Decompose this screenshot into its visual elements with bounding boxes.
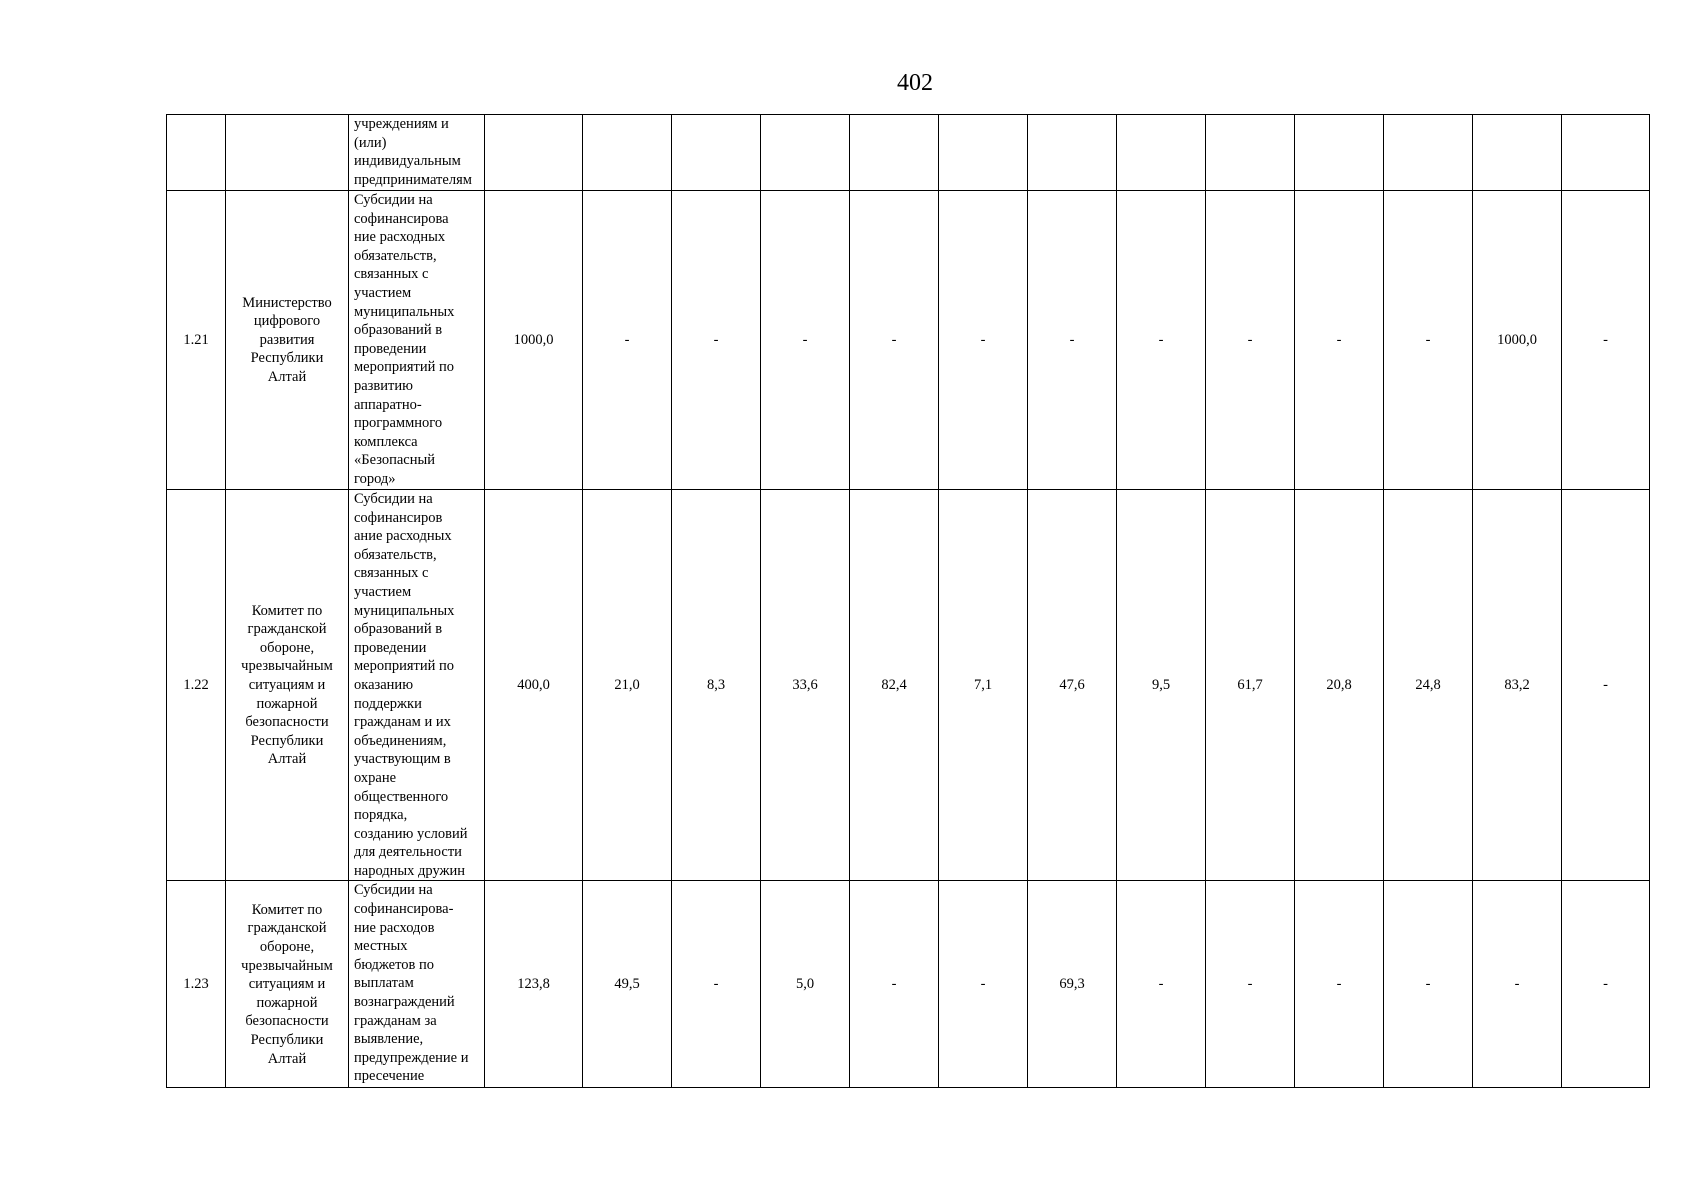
description-cell — [349, 191, 485, 490]
description-line: образований в — [354, 322, 443, 339]
organization-line: Республики — [250, 732, 324, 749]
description-line: для деятельности — [354, 844, 462, 861]
description-line: связанных с — [354, 565, 429, 582]
page-number: 402 — [897, 70, 933, 96]
organization-line: пожарной — [256, 695, 318, 712]
description-line: участвующим в — [354, 751, 451, 768]
description-line: Субсидии на — [354, 192, 433, 208]
row-number-cell: 1.22 — [167, 490, 226, 881]
description-line: развитию — [354, 377, 413, 394]
organization-line: гражданской — [247, 621, 327, 638]
value-cell: - — [939, 191, 1028, 490]
value-cell: - — [939, 881, 1028, 1088]
table-row — [167, 490, 1650, 881]
value-cell: - — [1295, 191, 1384, 490]
description-cell — [349, 490, 485, 881]
value-cell: - — [1117, 191, 1206, 490]
value-cell: 82,4 — [850, 490, 939, 881]
description-line: мероприятий по — [354, 359, 455, 376]
value-cell: - — [672, 881, 761, 1088]
description-line: связанных с — [354, 266, 429, 283]
value-cell: 33,6 — [761, 490, 850, 881]
row-number-cell: 1.23 — [167, 881, 226, 1088]
description-line: муниципальных — [354, 303, 455, 320]
value-cell: - — [850, 191, 939, 490]
value-cell: - — [672, 191, 761, 490]
description-line: город» — [354, 470, 396, 487]
value-cell — [1028, 115, 1117, 191]
value-cell: - — [1562, 490, 1650, 881]
table-row — [167, 881, 1650, 1088]
budget-table — [166, 114, 1650, 1088]
organization-cell — [226, 191, 349, 490]
description-line: участием — [354, 284, 412, 301]
value-cell: 7,1 — [939, 490, 1028, 881]
value-cell: 83,2 — [1473, 490, 1562, 881]
value-cell — [1295, 115, 1384, 191]
description-line: объединениям, — [354, 732, 447, 749]
value-cell: - — [850, 881, 939, 1088]
description-line: софинансирова- — [354, 901, 454, 918]
organization-line: обороне, — [259, 639, 315, 656]
description-line: проведении — [354, 639, 427, 656]
value-cell — [485, 115, 583, 191]
organization-line: чрезвычайным — [241, 957, 333, 974]
description-line: образований в — [354, 621, 443, 638]
value-cell: - — [761, 191, 850, 490]
description-line: поддержки — [354, 695, 422, 712]
value-cell: 8,3 — [672, 490, 761, 881]
description-line: предупреждение и — [354, 1049, 469, 1066]
description-line: оказанию — [354, 676, 414, 693]
description-line: народных дружин — [354, 862, 466, 879]
value-cell — [1117, 115, 1206, 191]
value-cell: - — [1206, 191, 1295, 490]
organization-line: безопасности — [245, 1013, 329, 1030]
value-cell — [672, 115, 761, 191]
value-cell: - — [1028, 191, 1117, 490]
description-line: гражданам и их — [354, 714, 451, 731]
value-cell: 9,5 — [1117, 490, 1206, 881]
description-line: вознаграждений — [354, 994, 455, 1011]
value-cell — [1384, 115, 1473, 191]
description-cell — [349, 115, 485, 191]
value-cell — [1206, 115, 1295, 191]
description-cell — [349, 881, 485, 1088]
description-line: Субсидии на — [354, 491, 433, 507]
description-line: софинансиров — [354, 509, 443, 526]
value-cell: 400,0 — [485, 490, 583, 881]
organization-line: Министерство — [242, 294, 332, 311]
organization-line: Комитет по — [251, 602, 323, 619]
value-cell: 49,5 — [583, 881, 672, 1088]
description-line: индивидуальным — [354, 153, 461, 170]
row-number-cell — [167, 115, 226, 191]
value-cell: - — [583, 191, 672, 490]
value-cell: 1000,0 — [485, 191, 583, 490]
value-cell: - — [1206, 881, 1295, 1088]
description-line: проведении — [354, 340, 427, 357]
value-cell: - — [1295, 881, 1384, 1088]
organization-line: чрезвычайным — [241, 658, 333, 675]
description-line: гражданам за — [354, 1012, 437, 1029]
organization-line: Алтай — [267, 368, 307, 385]
value-cell: - — [1562, 191, 1650, 490]
description-line: обязательств, — [354, 546, 437, 563]
description-line: обязательств, — [354, 247, 437, 264]
organization-cell — [226, 881, 349, 1088]
row-number-cell: 1.21 — [167, 191, 226, 490]
value-cell: 24,8 — [1384, 490, 1473, 881]
organization-line: Алтай — [267, 1050, 307, 1067]
value-cell: 1000,0 — [1473, 191, 1562, 490]
organization-line: безопасности — [245, 714, 329, 731]
description-line: ние расходов — [354, 919, 435, 936]
value-cell: 5,0 — [761, 881, 850, 1088]
organization-line: Республики — [250, 1031, 324, 1048]
description-line: ние расходных — [354, 229, 446, 246]
value-cell: 21,0 — [583, 490, 672, 881]
description-line: программного — [354, 415, 443, 432]
value-cell: - — [1473, 881, 1562, 1088]
organization-cell — [226, 490, 349, 881]
organization-line: цифрового — [253, 313, 321, 330]
description-line: местных — [354, 938, 408, 955]
organization-line: Алтай — [267, 751, 307, 768]
description-line: выявление, — [354, 1031, 424, 1048]
value-cell: 47,6 — [1028, 490, 1117, 881]
value-cell: 20,8 — [1295, 490, 1384, 881]
value-cell — [939, 115, 1028, 191]
value-cell: 61,7 — [1206, 490, 1295, 881]
value-cell: 123,8 — [485, 881, 583, 1088]
description-line: аппаратно- — [354, 396, 422, 413]
description-line: Субсидии на — [354, 882, 433, 899]
organization-line: гражданской — [247, 920, 327, 937]
description-line: пресечение — [354, 1068, 425, 1085]
value-cell: - — [1117, 881, 1206, 1088]
description-line: участием — [354, 583, 412, 600]
organization-line: развития — [259, 331, 315, 348]
organization-line: ситуациям и — [248, 676, 326, 693]
organization-line: Республики — [250, 350, 324, 367]
organization-line: обороне, — [259, 938, 315, 955]
organization-cell — [226, 115, 349, 191]
organization-line: пожарной — [256, 994, 318, 1011]
value-cell — [850, 115, 939, 191]
description-line: учреждениям и — [354, 116, 449, 132]
value-cell: - — [1384, 191, 1473, 490]
value-cell — [583, 115, 672, 191]
description-line: порядка, — [354, 807, 408, 824]
description-line: комплекса — [354, 433, 418, 450]
table-row — [167, 115, 1650, 191]
description-line: ание расходных — [354, 528, 452, 545]
description-line: мероприятий по — [354, 658, 455, 675]
description-line: предпринимателям — [354, 171, 472, 188]
value-cell — [1473, 115, 1562, 191]
description-line: софинансирова — [354, 210, 449, 227]
description-line: бюджетов по — [354, 956, 434, 973]
value-cell: 69,3 — [1028, 881, 1117, 1088]
description-line: «Безопасный — [354, 452, 435, 469]
value-cell: - — [1384, 881, 1473, 1088]
value-cell — [1562, 115, 1650, 191]
table-row — [167, 191, 1650, 490]
value-cell — [761, 115, 850, 191]
description-line: созданию условий — [354, 825, 468, 842]
description-line: общественного — [354, 788, 449, 805]
description-line: (или) — [354, 134, 387, 151]
description-line: охране — [354, 769, 397, 786]
organization-line: Комитет по — [251, 901, 323, 918]
organization-line: ситуациям и — [248, 976, 326, 993]
description-line: выплатам — [354, 975, 414, 992]
description-line: муниципальных — [354, 602, 455, 619]
value-cell: - — [1562, 881, 1650, 1088]
